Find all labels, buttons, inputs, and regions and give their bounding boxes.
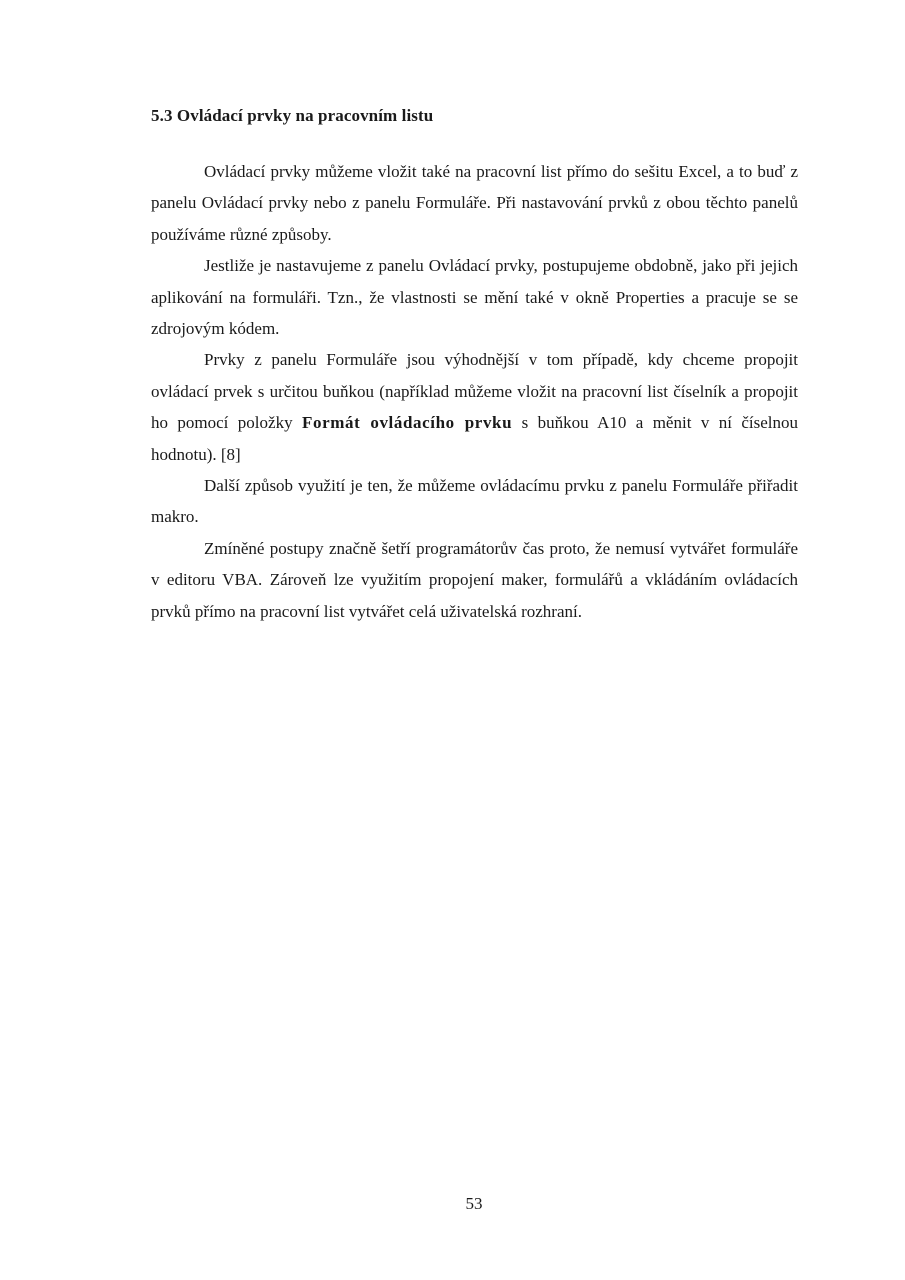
- paragraph-3-text-before: Prvky z panelu Formuláře jsou výhodnější v tom případě, kdy chceme propojit ovládací prvek s určitou buňkou (například můžeme vložit na pracovní list číselník a propojit ho pomocí položky: [151, 350, 798, 433]
- page-number: 53: [465, 1194, 483, 1213]
- paragraph-5: Zmíněné postupy značně šetří programátorův čas proto, že nemusí vytvářet formuláře v editoru VBA. Zároveň lze využitím propojení maker, formulářů a vkládáním ovládacích prvků přímo na pracovní list vytvářet celá uživatelská rozhraní.: [151, 538, 798, 621]
- paragraph-3-text-after: s buňkou A10 a měnit v ní číselnou hodnotu). [8]: [151, 413, 799, 464]
- paragraph-4: Další způsob využití je ten, že můžeme ovládacímu prvku z panelu Formuláře přiřadit makro.: [151, 476, 798, 527]
- section-heading: 5.3 Ovládací prvky na pracovním listu: [151, 106, 434, 125]
- paragraph-3: [151, 344, 798, 470]
- body-text: [151, 156, 798, 627]
- paragraph-3-bold-term: Formát ovládacího prvku: [301, 413, 513, 433]
- paragraph-1: Ovládací prvky můžeme vložit také na pracovní list přímo do sešitu Excel, a to buď z panelu Ovládací prvky nebo z panelu Formuláře. Při nastavování prvků z obou těchto panelů používáme různé způsoby.: [151, 162, 798, 244]
- paragraph-2: Jestliže je nastavujeme z panelu Ovládací prvky, postupujeme obdobně, jako při jejich aplikování na formuláři. Tzn., že vlastnosti se mění také v okně Properties a pracuje se se zdrojovým kódem.: [151, 256, 798, 339]
